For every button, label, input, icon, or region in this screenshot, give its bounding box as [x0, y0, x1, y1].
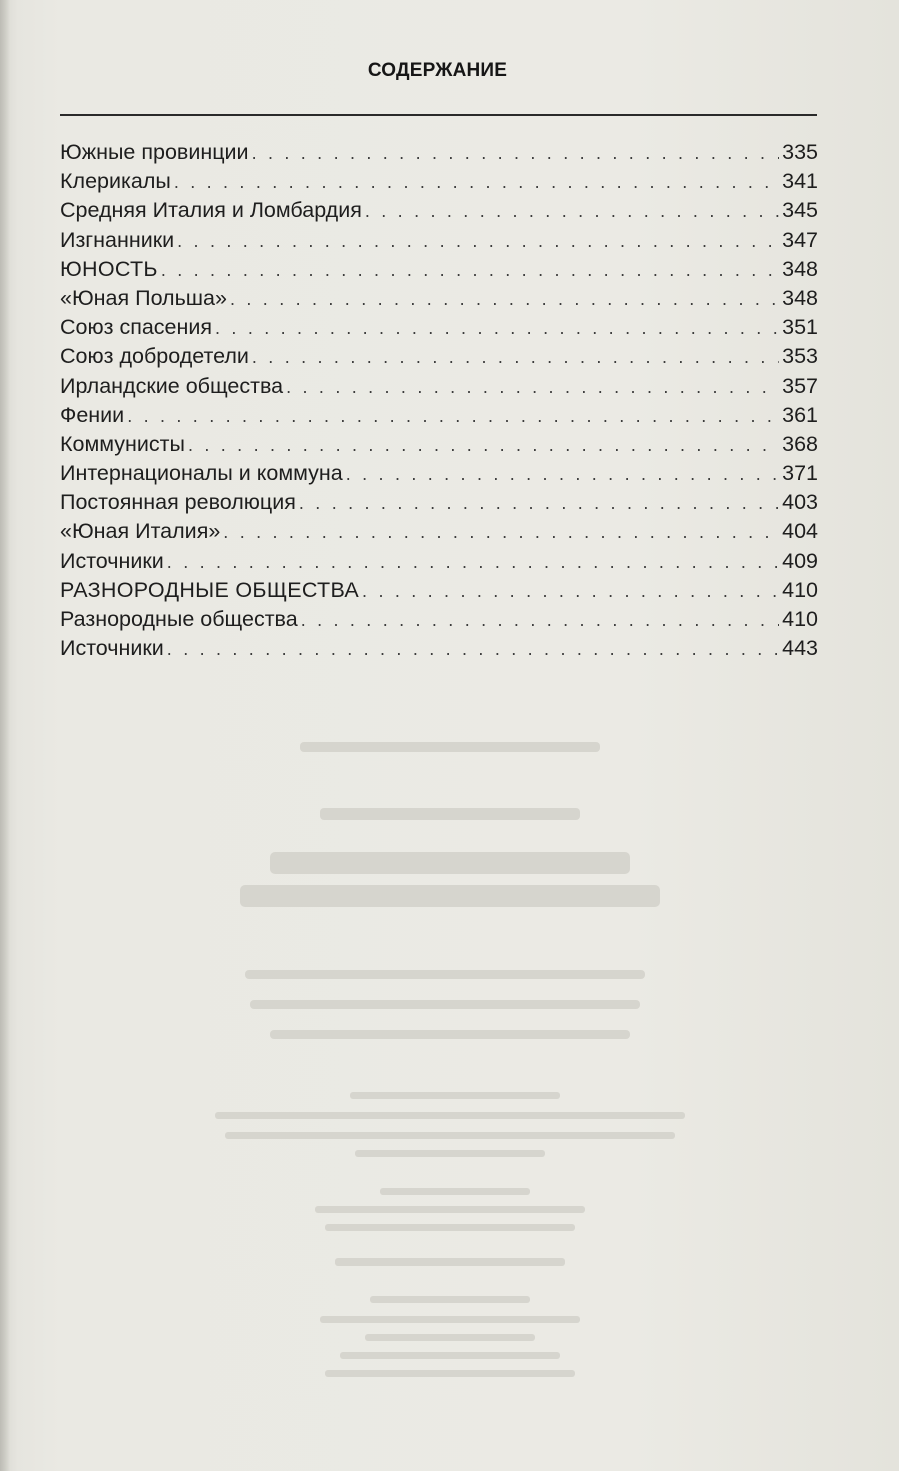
toc-entry-page: 345: [782, 198, 818, 223]
toc-entry-page: 368: [782, 431, 818, 456]
toc-entry-title: Ирландские общества: [60, 373, 284, 398]
toc-entry-title: Средняя Италия и Ломбардия: [60, 198, 362, 223]
toc-entry-page: 443: [782, 636, 818, 661]
toc-section-entry: [60, 578, 818, 607]
toc-leader-dots: [346, 464, 779, 485]
toc-entry-page: 371: [782, 461, 818, 486]
toc-leader-dots: [362, 581, 779, 602]
toc-entry-page: 410: [782, 577, 818, 602]
toc-leader-dots: [188, 435, 779, 456]
toc-leader-dots: [223, 522, 779, 543]
toc-entry-title: Клерикалы: [60, 169, 171, 194]
toc-entry: [60, 432, 818, 461]
toc-entry: [60, 228, 818, 257]
toc-leader-dots: [301, 610, 779, 631]
toc-leader-dots: [215, 318, 779, 339]
toc-entry: [60, 607, 818, 636]
toc-entry: [60, 636, 818, 665]
toc-entry: [60, 374, 818, 403]
toc-entry: [60, 315, 818, 344]
toc-entry-title: «Юная Италия»: [60, 519, 221, 544]
toc-entry: [60, 461, 818, 490]
toc-entry-title: Постоянная революция: [60, 490, 296, 515]
toc-entry-title: Изгнанники: [60, 227, 175, 252]
table-of-contents: [60, 140, 818, 665]
toc-entry-page: 348: [782, 256, 818, 281]
toc-entry-page: 404: [782, 519, 818, 544]
toc-leader-dots: [174, 172, 779, 193]
page-title: СОДЕРЖАНИЕ: [367, 60, 508, 81]
toc-section-entry: [60, 257, 818, 286]
toc-entry-title: Интернационалы и коммуна: [60, 461, 343, 486]
toc-leader-dots: [230, 289, 779, 310]
toc-leader-dots: [177, 231, 779, 252]
toc-entry: [60, 344, 818, 373]
toc-entry: [60, 403, 818, 432]
toc-entry-page: 341: [782, 169, 818, 194]
toc-entry: [60, 198, 818, 227]
toc-entry-page: 410: [782, 607, 818, 631]
toc-entry-title: ЮНОСТЬ: [60, 256, 158, 281]
toc-entry-page: 347: [782, 227, 818, 252]
header-rule: [60, 114, 817, 116]
toc-entry: [60, 549, 818, 578]
toc-entry-title: Источники: [60, 636, 164, 661]
toc-entry-title: Южные провинции: [60, 140, 249, 164]
toc-entry-title: «Юная Польша»: [60, 285, 227, 310]
toc-leader-dots: [365, 201, 779, 222]
page-gutter-shadow: [0, 0, 10, 1471]
toc-entry-title: Фении: [60, 402, 125, 427]
toc-entry-title: Союз добродетели: [60, 344, 249, 369]
toc-entry-title: Союз спасения: [60, 315, 213, 340]
toc-leader-dots: [167, 639, 779, 660]
toc-entry-page: 351: [782, 315, 818, 340]
toc-entry-page: 361: [782, 402, 818, 427]
toc-entry-page: 403: [782, 490, 818, 515]
toc-entry-page: 335: [782, 140, 818, 164]
toc-entry-title: Источники: [60, 548, 164, 573]
toc-entry-page: 409: [782, 548, 818, 573]
toc-entry: [60, 490, 818, 519]
toc-entry-title: Коммунисты: [60, 431, 185, 456]
toc-leader-dots: [161, 260, 779, 281]
toc-leader-dots: [252, 347, 779, 368]
toc-entry-page: 348: [782, 285, 818, 310]
toc-leader-dots: [299, 493, 779, 514]
toc-leader-dots: [127, 406, 779, 427]
toc-entry: [60, 140, 818, 169]
toc-entry-page: 353: [782, 344, 818, 369]
toc-entry: [60, 519, 818, 548]
toc-leader-dots: [167, 552, 779, 573]
toc-entry-title: РАЗНОРОДНЫЕ ОБЩЕСТВА: [60, 577, 360, 602]
toc-entry: [60, 286, 818, 315]
toc-leader-dots: [286, 377, 779, 398]
toc-entry-page: 357: [782, 373, 818, 398]
toc-entry-title: Разнородные общества: [60, 607, 298, 631]
toc-entry: [60, 169, 818, 198]
toc-leader-dots: [252, 143, 780, 164]
